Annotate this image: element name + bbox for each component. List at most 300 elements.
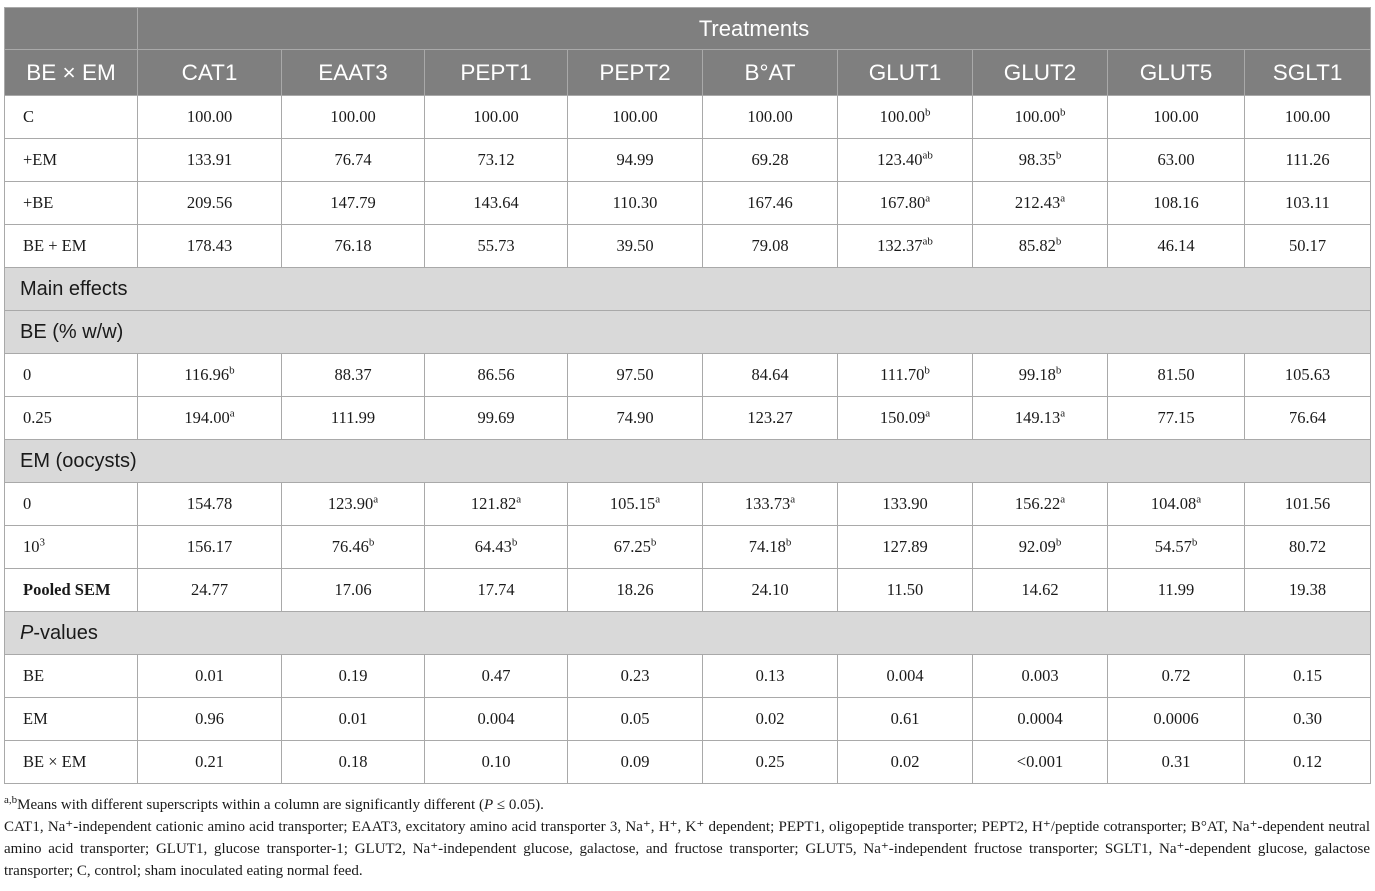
table-cell [838, 96, 973, 139]
table-cell [1245, 741, 1371, 784]
cell-value: 0.10 [481, 752, 511, 771]
cell-superscript: a [516, 493, 522, 506]
table-cell [973, 182, 1108, 225]
row-label [5, 182, 138, 225]
table-cell [568, 225, 703, 268]
row-label [5, 569, 138, 612]
table-body [5, 96, 1371, 784]
table-cell [1245, 655, 1371, 698]
table-cell [568, 483, 703, 526]
cell-value: 97.50 [616, 365, 654, 384]
table-cell [838, 139, 973, 182]
cell-value: 79.08 [751, 236, 789, 255]
section-row [5, 311, 1371, 354]
cell-value: 100.00 [1284, 107, 1331, 126]
cell-value: 121.82 [470, 494, 517, 513]
cell-value: 24.77 [190, 580, 229, 599]
cell-value: 0.003 [1021, 666, 1059, 685]
table-cell [568, 397, 703, 440]
cell-value: 88.37 [334, 365, 372, 384]
cell-value: 100.00 [1014, 107, 1060, 126]
table-cell [838, 483, 973, 526]
table-cell [703, 182, 838, 225]
table-row [5, 397, 1371, 440]
cell-value: 0.61 [890, 709, 920, 728]
cell-value: 110.30 [612, 193, 658, 212]
table-row [5, 96, 1371, 139]
table-cell [282, 655, 425, 698]
column-header: PEPT1 [425, 50, 568, 96]
table-cell [838, 741, 973, 784]
table-cell [568, 698, 703, 741]
table-cell [282, 698, 425, 741]
cell-value: 76.18 [334, 236, 372, 255]
table-cell [1108, 397, 1245, 440]
table-cell [1108, 741, 1245, 784]
cell-value: 104.08 [1150, 494, 1197, 513]
cell-value: 67.25 [613, 537, 651, 556]
row-label [5, 741, 138, 784]
cell-value: 99.18 [1018, 365, 1056, 384]
table-cell [703, 569, 838, 612]
table-row [5, 526, 1371, 569]
table-cell [568, 354, 703, 397]
table-cell [703, 526, 838, 569]
cell-value: 0.18 [338, 752, 368, 771]
table-cell [138, 526, 282, 569]
row-label-text: BE + EM [23, 236, 87, 255]
cell-superscript: a [925, 407, 931, 420]
cell-superscript: a [790, 493, 796, 506]
cell-value: 111.26 [1285, 150, 1330, 169]
table-cell [838, 698, 973, 741]
row-label-text: 10 [23, 537, 40, 556]
cell-value: 156.22 [1014, 494, 1061, 513]
cell-value: 150.09 [879, 408, 926, 427]
cell-value: 17.74 [477, 580, 515, 599]
section-label: Main effects [20, 277, 128, 300]
cell-value: 0.47 [481, 666, 511, 685]
treatments-title: Treatments [138, 8, 1371, 50]
cell-value: 54.57 [1154, 537, 1192, 556]
cell-value: 167.46 [747, 193, 793, 212]
cell-value: 11.99 [1157, 580, 1195, 599]
cell-value: 92.09 [1018, 537, 1056, 556]
cell-value: 212.43 [1014, 193, 1061, 212]
cell-value: 0.01 [338, 709, 368, 728]
cell-superscript: b [1055, 536, 1062, 549]
cell-superscript: a [655, 493, 661, 506]
cell-value: 0.12 [1293, 752, 1322, 771]
table-cell [282, 569, 425, 612]
footnote-significance [4, 794, 1370, 816]
cell-value: 0.01 [195, 666, 224, 685]
table-cell [973, 483, 1108, 526]
row-label [5, 655, 138, 698]
table-cell [138, 655, 282, 698]
cell-superscript: a [373, 493, 379, 506]
table-cell [973, 139, 1108, 182]
row-label-text: +EM [23, 150, 58, 169]
table-cell [282, 225, 425, 268]
cell-value: 108.16 [1153, 193, 1199, 212]
cell-value: 86.56 [477, 365, 515, 384]
cell-superscript: ab [922, 235, 933, 248]
table-cell [425, 182, 568, 225]
table-cell [425, 354, 568, 397]
table-cell [1245, 483, 1371, 526]
table-cell [973, 397, 1108, 440]
table-wrapper [4, 7, 1370, 882]
cell-value: 105.15 [609, 494, 656, 513]
table-cell [1245, 354, 1371, 397]
table-cell [568, 96, 703, 139]
cell-value: 0.05 [620, 709, 650, 728]
row-label [5, 526, 138, 569]
cell-value: 133.73 [744, 494, 791, 513]
cell-value: 46.14 [1157, 236, 1195, 255]
cell-superscript: b [229, 364, 235, 377]
table-cell [838, 225, 973, 268]
table-cell [1108, 483, 1245, 526]
row-label [5, 397, 138, 440]
table-cell [1245, 698, 1371, 741]
table-cell [425, 225, 568, 268]
cell-superscript: a [925, 192, 931, 205]
table-cell [425, 139, 568, 182]
cell-value: 98.35 [1018, 150, 1056, 169]
cell-value: 0.15 [1293, 666, 1322, 685]
row-label [5, 483, 138, 526]
cell-value: 69.28 [751, 150, 789, 169]
cell-value: 76.74 [334, 150, 372, 169]
cell-superscript: b [511, 536, 518, 549]
section-row [5, 268, 1371, 311]
table-cell [282, 483, 425, 526]
table-cell [1108, 698, 1245, 741]
table-cell [838, 354, 973, 397]
cell-value: 100.00 [612, 107, 658, 126]
cell-value: 74.90 [616, 408, 654, 427]
cell-value: 111.99 [330, 408, 376, 427]
cell-value: 0.72 [1161, 666, 1191, 685]
column-header: SGLT1 [1245, 50, 1371, 96]
table-cell [703, 397, 838, 440]
cell-value: 0.30 [1293, 709, 1322, 728]
table-cell [703, 483, 838, 526]
column-header: GLUT1 [838, 50, 973, 96]
table-cell [838, 397, 973, 440]
column-header: BE × EM [5, 50, 138, 96]
table-cell [1108, 526, 1245, 569]
table-row [5, 483, 1371, 526]
cell-superscript: b [1059, 106, 1066, 119]
footnote-text: Means with different superscripts within a column are significantly different ( [17, 797, 484, 813]
cell-value: 50.17 [1288, 236, 1327, 255]
cell-value: 156.17 [186, 537, 233, 556]
cell-superscript: a [1196, 493, 1202, 506]
column-header: EAAT3 [282, 50, 425, 96]
table-cell [1108, 96, 1245, 139]
table-cell [838, 182, 973, 225]
cell-value: 64.43 [474, 537, 512, 556]
cell-value: 0.0006 [1153, 709, 1199, 728]
cell-value: 167.80 [879, 193, 926, 212]
table-cell [1245, 225, 1371, 268]
table-cell [425, 397, 568, 440]
cell-value: 133.90 [882, 494, 928, 513]
cell-value: 100.00 [330, 107, 376, 126]
cell-value: 0.09 [620, 752, 650, 771]
cell-value: 111.70 [880, 365, 925, 384]
row-label-text: 0 [23, 494, 32, 513]
table-cell [703, 354, 838, 397]
table-cell [703, 139, 838, 182]
cell-value: 11.50 [886, 580, 924, 599]
table-row [5, 354, 1371, 397]
table-row [5, 655, 1371, 698]
column-header-row [5, 50, 1371, 96]
cell-value: 19.38 [1288, 580, 1327, 599]
cell-superscript: b [650, 536, 657, 549]
table-cell [425, 96, 568, 139]
table-cell [973, 354, 1108, 397]
table-cell [425, 655, 568, 698]
cell-value: 99.69 [477, 408, 515, 427]
row-label-superscript: 3 [39, 536, 45, 549]
table-cell [973, 655, 1108, 698]
table-cell [138, 182, 282, 225]
section-main-effects [5, 268, 1371, 311]
cell-value: 101.56 [1284, 494, 1331, 513]
table-cell [138, 569, 282, 612]
table-row [5, 182, 1371, 225]
table-cell [425, 741, 568, 784]
cell-value: 0.02 [890, 752, 920, 771]
table-cell [973, 698, 1108, 741]
section-label: EM (oocysts) [20, 449, 137, 472]
cell-value: 209.56 [186, 193, 233, 212]
footnote-threshold: ≤ 0.05). [493, 797, 544, 813]
cell-value: 24.10 [751, 580, 789, 599]
table-cell [1245, 139, 1371, 182]
cell-value: 0.96 [195, 709, 224, 728]
cell-value: 77.15 [1157, 408, 1195, 427]
cell-value: 0.004 [477, 709, 515, 728]
table-cell [973, 569, 1108, 612]
table-cell [568, 741, 703, 784]
cell-value: 0.0004 [1017, 709, 1063, 728]
cell-value: 0.02 [755, 709, 785, 728]
cell-value: 194.00 [184, 408, 230, 427]
footnotes [4, 794, 1370, 882]
cell-superscript: b [368, 536, 375, 549]
cell-superscript: b [1055, 149, 1062, 162]
cell-superscript: ab [922, 149, 933, 162]
cell-value: 132.37 [877, 236, 923, 255]
cell-value: 143.64 [473, 193, 519, 212]
row-label [5, 225, 138, 268]
cell-value: 123.90 [327, 494, 374, 513]
table-cell [1108, 569, 1245, 612]
table-cell [425, 698, 568, 741]
table-cell [703, 741, 838, 784]
section-em [5, 440, 1371, 483]
cell-value: 74.18 [748, 537, 786, 556]
cell-value: 0.21 [195, 752, 224, 771]
cell-value: 123.27 [747, 408, 793, 427]
header-blank-cell [5, 8, 138, 50]
table-cell [973, 526, 1108, 569]
section-label-italic: P [20, 621, 34, 644]
table-cell [703, 655, 838, 698]
table-cell [568, 569, 703, 612]
table-cell [973, 96, 1108, 139]
cell-value: 17.06 [334, 580, 372, 599]
section-row [5, 612, 1371, 655]
cell-value: 123.40 [877, 150, 923, 169]
row-label-text: EM [23, 709, 48, 728]
cell-value: 80.72 [1288, 537, 1327, 556]
row-label-text: BE × EM [23, 752, 87, 771]
section-be [5, 311, 1371, 354]
table-cell [138, 483, 282, 526]
cell-value: 116.96 [184, 365, 230, 384]
row-label-text: 0.25 [23, 408, 52, 427]
cell-value: 154.78 [186, 494, 233, 513]
cell-value: 127.89 [882, 537, 928, 556]
table-cell [1108, 139, 1245, 182]
table-cell [973, 741, 1108, 784]
cell-value: 103.11 [1285, 193, 1330, 212]
cell-value: 85.82 [1018, 236, 1056, 255]
table-cell [282, 96, 425, 139]
table-cell [138, 397, 282, 440]
row-label-text: Pooled SEM [23, 580, 111, 599]
cell-value: 0.23 [620, 666, 650, 685]
cell-superscript: a [1060, 192, 1066, 205]
cell-value: 0.13 [755, 666, 785, 685]
table-cell [1245, 397, 1371, 440]
cell-value: 39.50 [616, 236, 654, 255]
cell-value: 55.73 [477, 236, 515, 255]
row-label-text: BE [23, 666, 45, 685]
cell-value: 0.19 [338, 666, 368, 685]
cell-value: 76.46 [331, 537, 369, 556]
cell-superscript: a [1060, 493, 1066, 506]
cell-value: 63.00 [1157, 150, 1195, 169]
table-cell [138, 96, 282, 139]
cell-value: 0.25 [755, 752, 785, 771]
cell-value: 100.00 [473, 107, 519, 126]
cell-value: 133.91 [186, 150, 233, 169]
table-cell [568, 655, 703, 698]
row-label-text: 0 [23, 365, 32, 384]
table-cell [138, 698, 282, 741]
cell-value: 178.43 [186, 236, 233, 255]
cell-value: 147.79 [330, 193, 376, 212]
cell-value: 81.50 [1157, 365, 1195, 384]
table-cell [425, 526, 568, 569]
table-cell [282, 354, 425, 397]
column-header: CAT1 [138, 50, 282, 96]
cell-value: 100.00 [186, 107, 233, 126]
table-cell [282, 526, 425, 569]
column-header: GLUT5 [1108, 50, 1245, 96]
table-cell [1245, 96, 1371, 139]
column-header: PEPT2 [568, 50, 703, 96]
row-label-text: +BE [23, 193, 54, 212]
cell-value: <0.001 [1016, 752, 1064, 771]
table-cell [838, 569, 973, 612]
table-cell [1108, 225, 1245, 268]
column-header: B°AT [703, 50, 838, 96]
cell-superscript: a [1060, 407, 1066, 420]
cell-value: 84.64 [751, 365, 789, 384]
section-label: -values [33, 621, 98, 644]
table-cell [973, 225, 1108, 268]
table-cell [138, 741, 282, 784]
cell-value: 100.00 [879, 107, 925, 126]
cell-superscript: b [924, 106, 931, 119]
table-row [5, 139, 1371, 182]
cell-superscript: a [229, 407, 235, 420]
cell-value: 100.00 [1153, 107, 1199, 126]
table-cell [703, 225, 838, 268]
table-row [5, 569, 1371, 612]
cell-value: 14.62 [1021, 580, 1059, 599]
cell-value: 105.63 [1284, 365, 1331, 384]
table-row [5, 741, 1371, 784]
table-cell [568, 139, 703, 182]
section-row [5, 440, 1371, 483]
table-row [5, 225, 1371, 268]
section-label: BE (% w/w) [20, 320, 124, 343]
cell-value: 18.26 [616, 580, 654, 599]
cell-value: 73.12 [477, 150, 515, 169]
cell-value: 94.99 [616, 150, 654, 169]
section-p-values [5, 612, 1371, 655]
row-label [5, 354, 138, 397]
transporter-expression-table [4, 7, 1371, 784]
table-cell [138, 225, 282, 268]
table-cell [568, 182, 703, 225]
table-row [5, 698, 1371, 741]
table-cell [1108, 655, 1245, 698]
cell-value: 76.64 [1288, 408, 1327, 427]
row-label [5, 96, 138, 139]
table-cell [568, 526, 703, 569]
table-cell [282, 182, 425, 225]
cell-superscript: b [785, 536, 792, 549]
table-cell [838, 526, 973, 569]
table-cell [703, 96, 838, 139]
cell-superscript: b [1191, 536, 1198, 549]
table-cell [1108, 182, 1245, 225]
table-cell [703, 698, 838, 741]
table-cell [1245, 182, 1371, 225]
footnote-superscript: a,b [4, 794, 18, 806]
footnote-abbreviations: CAT1, Na⁺-independent cationic amino acid transporter; EAAT3, excitatory amino acid transporter 3, Na⁺, H⁺, K⁺ dependent; PEPT1, oligopeptide transporter; PEPT2, H⁺/peptide cotransporter; B°AT, Na⁺-dependent neutral amino acid transporter; GLUT1, glucose transporter-1; GLUT2, Na⁺-independent glucose, galactose, and fructose transporter; GLUT5, Na⁺-independent fructose transporter; SGLT1, Na⁺-dependent glucose, galactose transporter; C, control; sham inoculated eating normal feed. [4, 819, 1370, 879]
cell-superscript: b [1055, 364, 1062, 377]
table-cell [1245, 526, 1371, 569]
table-cell [1108, 354, 1245, 397]
table-cell [282, 139, 425, 182]
cell-superscript: b [924, 364, 930, 377]
table-cell [425, 483, 568, 526]
column-header: GLUT2 [973, 50, 1108, 96]
table-cell [138, 354, 282, 397]
